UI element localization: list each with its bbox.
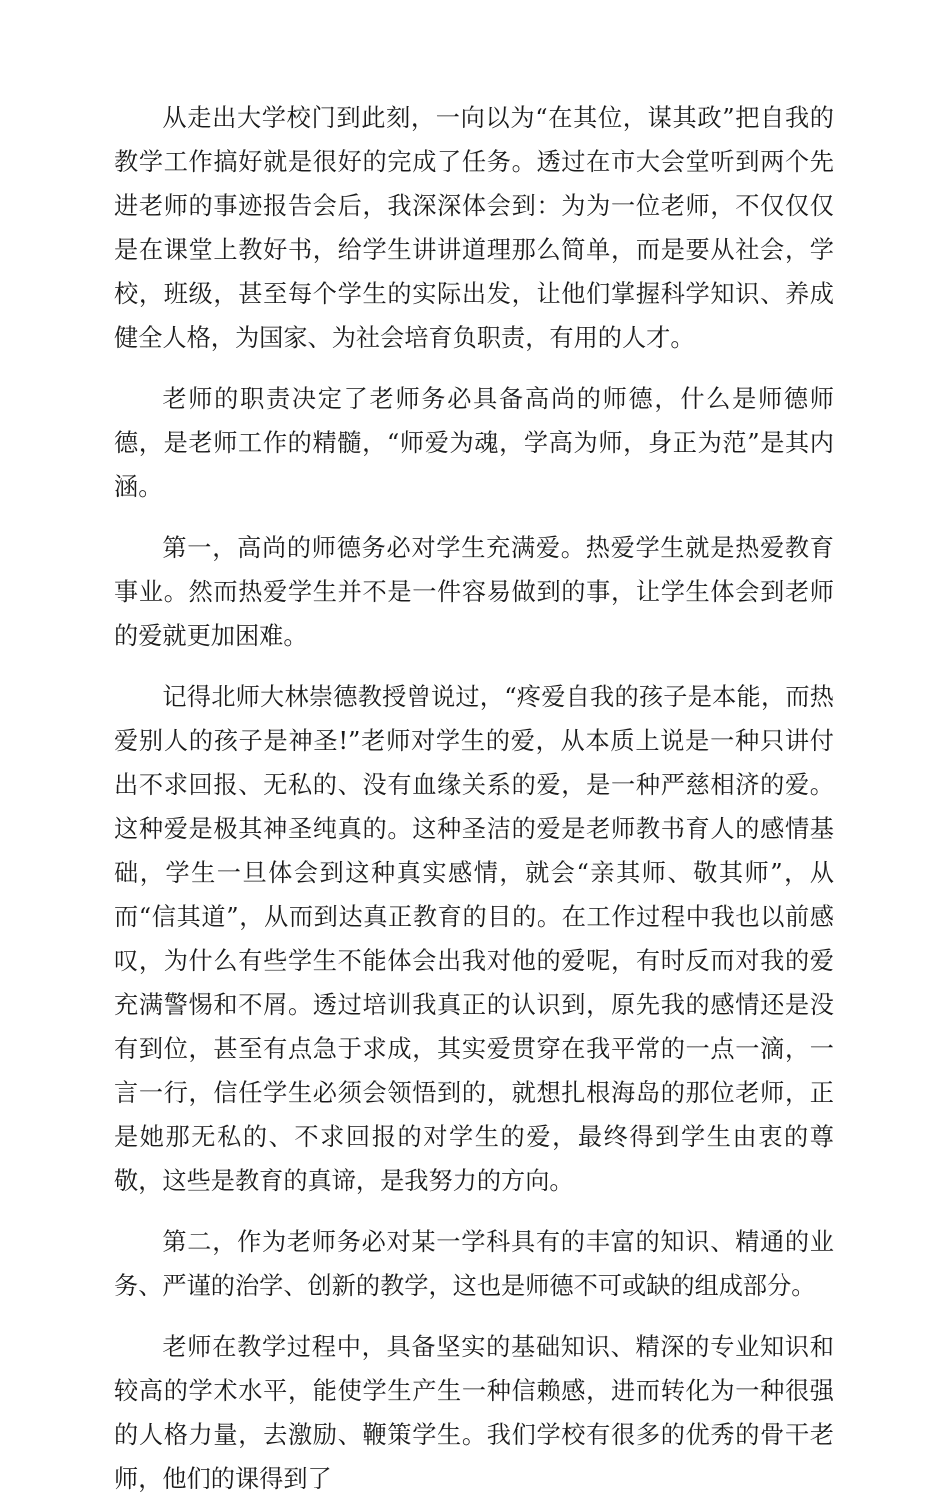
paragraph-second-point: 第二，作为老师务必对某一学科具有的丰富的知识、精通的业务、严谨的治学、创新的教学，这也是师德不可或缺的组成部分。 xyxy=(114,1228,834,1300)
paragraph-first-point: 第一，高尚的师德务必对学生充满爱。热爱学生就是热爱教育事业。然而热爱学生并不是一件容易做到的事，让学生体会到老师的爱就更加困难。 xyxy=(114,534,834,650)
document-body xyxy=(114,96,834,1501)
paragraph-intro: 从走出大学校门到此刻，一向以为“在其位，谋其政”把自我的教学工作搞好就是很好的完成了任务。透过在市大会堂听到两个先进老师的事迹报告会后，我深深体会到：为为一位老师，不仅仅仅是在课堂上教好书，给学生讲讲道理那么简单，而是要从社会，学校，班级，甚至每个学生的实际出发，让他们掌握科学知识、养成健全人格，为国家、为社会培育负职责，有用的人才。 xyxy=(114,104,834,352)
paragraph-knowledge: 老师在教学过程中，具备坚实的基础知识、精深的专业知识和较高的学术水平，能使学生产生一种信赖感，进而转化为一种很强的人格力量，去激励、鞭策学生。我们学校有很多的优秀的骨干老师，他们的课得到了 xyxy=(114,1333,834,1493)
paragraph-teacher-duty: 老师的职责决定了老师务必具备高尚的师德，什么是师德师德，是老师工作的精髓，“师爱为魂，学高为师，身正为范”是其内涵。 xyxy=(114,385,834,501)
paragraph-love-quote: 记得北师大林崇德教授曾说过，“疼爱自我的孩子是本能，而热爱别人的孩子是神圣!”老师对学生的爱，从本质上说是一种只讲付出不求回报、无私的、没有血缘关系的爱，是一种严慈相济的爱。这种爱是极其神圣纯真的。这种圣洁的爱是老师教书育人的感情基础，学生一旦体会到这种真实感情，就会“亲其师、敬其师”，从而“信其道”，从而到达真正教育的目的。在工作过程中我也以前感叹，为什么有些学生不能体会出我对他的爱呢，有时反而对我的爱充满警惕和不屑。透过培训我真正的认识到，原先我的感情还是没有到位，甚至有点急于求成，其实爱贯穿在我平常的一点一滴，一言一行，信任学生必须会领悟到的，就想扎根海岛的那位老师，正是她那无私的、不求回报的对学生的爱，最终得到学生由衷的尊敬，这些是教育的真谛，是我努力的方向。 xyxy=(114,683,834,1195)
